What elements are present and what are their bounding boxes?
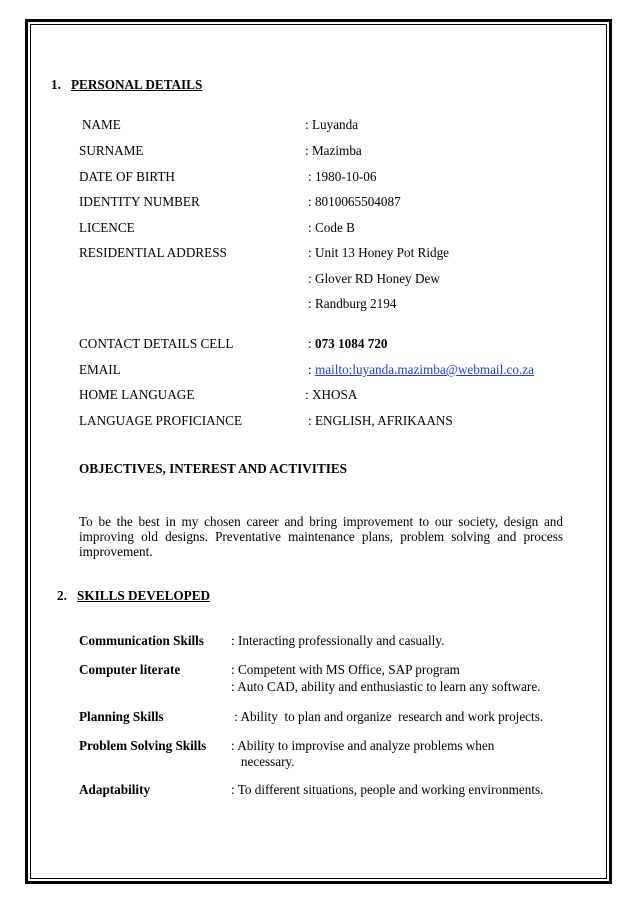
address-line-1: : Unit 13 Honey Pot Ridge — [308, 245, 450, 260]
skill-desc-planning: : Ability to plan and organize research and work projects. — [231, 709, 544, 724]
language-proficiency-value: : ENGLISH, AFRIKAANS — [308, 413, 453, 428]
id-number-value: : 8010065504087 — [308, 194, 401, 209]
language-proficiency-label: LANGUAGE PROFICIANCE — [79, 413, 243, 428]
section-1-number: 1. — [51, 77, 61, 92]
cell-colon: : — [308, 336, 315, 351]
skill-desc-problem-solving-1: : Ability to improvise and analyze problems when — [231, 738, 495, 753]
skill-desc-computer-1: : Competent with MS Office, SAP program — [231, 662, 460, 677]
skill-desc-problem-solving-2: necessary. — [231, 754, 295, 769]
surname-label: SURNAME — [79, 143, 144, 158]
cell-label: CONTACT DETAILS CELL — [79, 336, 234, 351]
licence-value: : Code B — [308, 220, 355, 235]
email-link[interactable]: mailto:luyanda.mazimba@webmail.co.za — [314, 362, 535, 377]
section-2-number: 2. — [57, 588, 67, 603]
surname-value: : Mazimba — [305, 143, 362, 158]
objectives-line-1: To be the best in my chosen career and bring improvement to our society, design and — [79, 514, 563, 529]
dob-value: : 1980-10-06 — [308, 169, 377, 184]
skill-label-planning: Planning Skills — [79, 709, 164, 724]
objectives-title: OBJECTIVES, INTEREST AND ACTIVITIES — [79, 461, 347, 476]
email-label: EMAIL — [79, 362, 121, 377]
email-colon: : — [308, 362, 315, 377]
home-language-value: : XHOSA — [305, 387, 358, 402]
objectives-line-3: improvement. — [79, 544, 153, 559]
section-2-title: SKILLS DEVELOPED — [77, 588, 211, 603]
skill-desc-communication: : Interacting professionally and casually. — [231, 633, 445, 648]
licence-label: LICENCE — [79, 220, 135, 235]
skill-label-adaptability: Adaptability — [79, 782, 151, 797]
dob-label: DATE OF BIRTH — [79, 169, 175, 184]
address-label: RESIDENTIAL ADDRESS — [79, 245, 227, 260]
section-1-title: PERSONAL DETAILS — [71, 77, 203, 92]
skill-desc-adaptability: : To different situations, people and working environments. — [231, 782, 544, 797]
home-language-label: HOME LANGUAGE — [79, 387, 195, 402]
objectives-paragraph — [79, 514, 563, 559]
cell-value-row — [308, 336, 388, 352]
address-line-3: : Randburg 2194 — [308, 296, 397, 311]
skill-label-problem-solving: Problem Solving Skills — [79, 738, 207, 753]
name-value: : Luyanda — [305, 117, 359, 132]
address-line-2: : Glover RD Honey Dew — [308, 271, 440, 286]
name-label: NAME — [82, 117, 121, 132]
skill-label-computer: Computer literate — [79, 662, 181, 677]
cell-value: 073 1084 720 — [314, 336, 388, 351]
id-number-label: IDENTITY NUMBER — [79, 194, 200, 209]
objectives-line-2: improving old designs. Preventative maintenance plans, problem solving and process — [79, 529, 563, 544]
skill-label-communication: Communication Skills — [79, 633, 204, 648]
email-value-row — [308, 362, 534, 378]
skill-desc-computer-2: : Auto CAD, ability and enthusiastic to learn any software. — [231, 679, 541, 694]
